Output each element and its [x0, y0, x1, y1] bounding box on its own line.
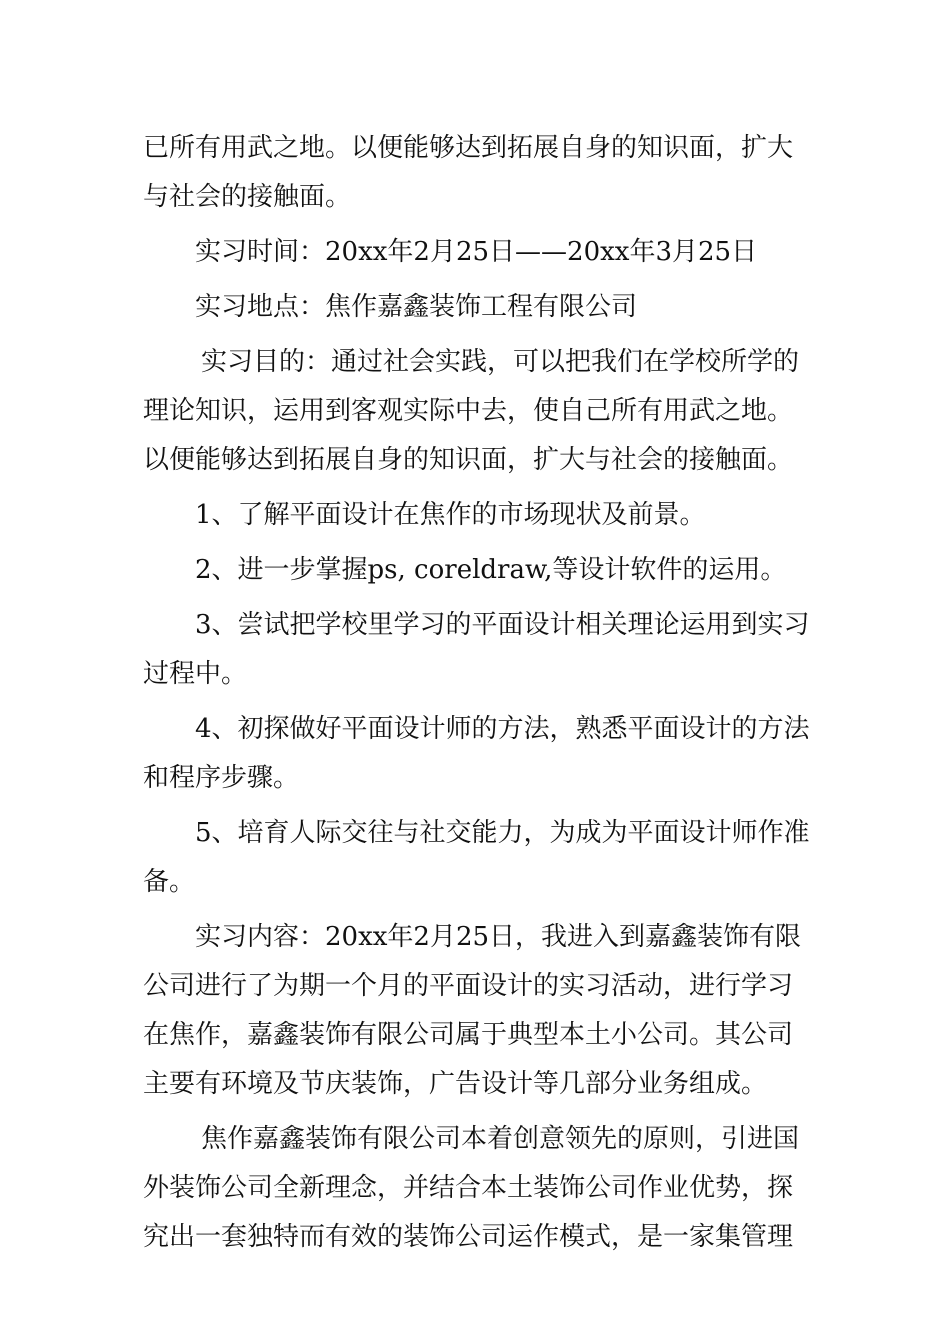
paragraph-internship-location: 实习地点：焦作嘉鑫装饰工程有限公司	[195, 292, 638, 322]
paragraph-continuation: 已所有用武之地。以便能够达到拓展自身的知识面，扩大与社会的接触面。	[143, 133, 794, 212]
paragraph-internship-content: 实习内容：20xx年2月25日，我进入到嘉鑫装饰有限公司进行了为期一个月的平面设计的实习活动，进行学习在焦作，嘉鑫装饰有限公司属于典型本土小公司。其公司主要有环境及节庆装饰，广告设计等几部分业务组成。	[143, 922, 802, 1099]
paragraph-company-description: 焦作嘉鑫装饰有限公司本着创意领先的原则，引进国外装饰公司全新理念，并结合本土装饰公司作业优势，探究出一套独特而有效的装饰公司运作模式，是一家集管理	[143, 1124, 800, 1252]
paragraph-internship-purpose: 实习目的：通过社会实践，可以把我们在学校所学的理论知识，运用到客观实际中去，使自己所有用武之地。以便能够达到拓展自身的知识面，扩大与社会的接触面。	[143, 347, 800, 475]
list-item-goal-2: 2、进一步掌握ps, coreldraw,等设计软件的运用。	[195, 555, 787, 585]
paragraph-internship-time: 实习时间：20xx年2月25日——20xx年3月25日	[195, 237, 758, 267]
list-item-goal-1: 1、了解平面设计在焦作的市场现状及前景。	[195, 500, 706, 530]
list-item-goal-3: 3、尝试把学校里学习的平面设计相关理论运用到实习过程中。	[143, 610, 810, 689]
list-item-goal-4: 4、初探做好平面设计师的方法，熟悉平面设计的方法和程序步骤。	[143, 714, 810, 793]
document-body	[143, 124, 811, 1262]
list-item-goal-5: 5、培育人际交往与社交能力，为成为平面设计师作准备。	[143, 818, 810, 897]
